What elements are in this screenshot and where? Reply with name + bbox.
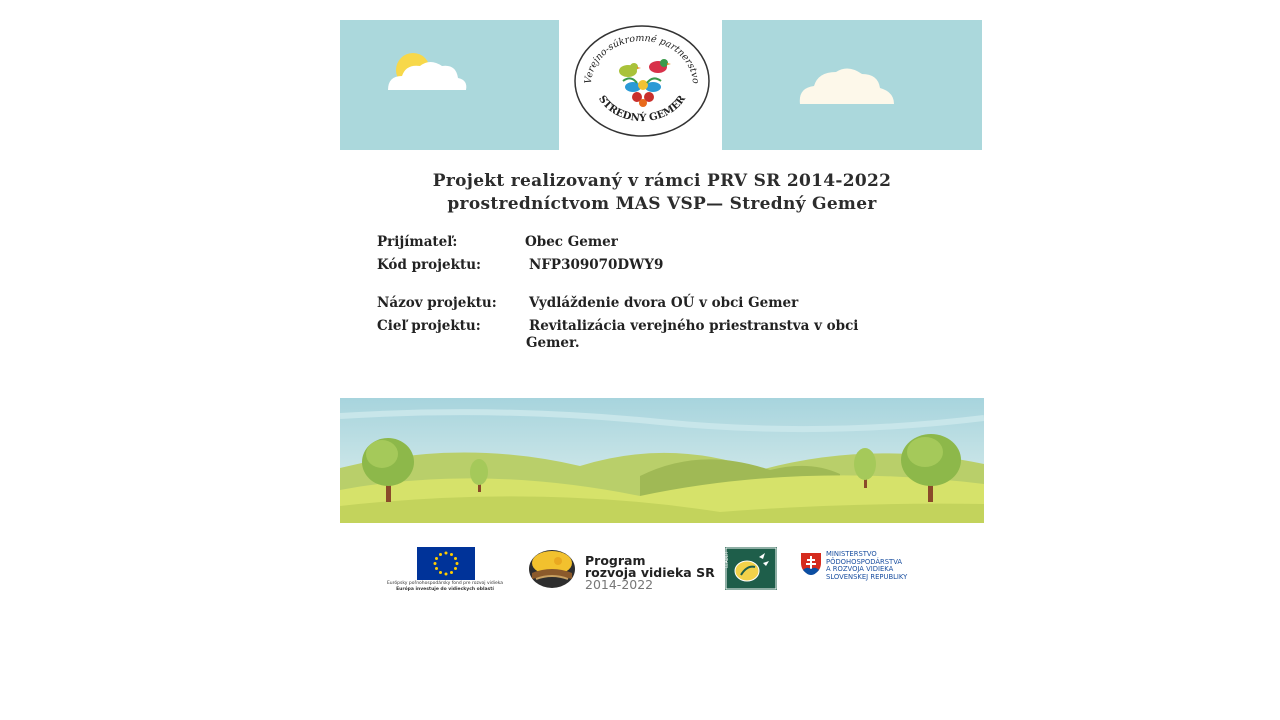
- project-code-label: Kód projektu:: [377, 257, 481, 273]
- ministry-text: [826, 551, 907, 581]
- eu-caption: [370, 581, 520, 593]
- project-goal-value-line-2: Gemer.: [526, 335, 580, 351]
- page-title: [340, 170, 984, 216]
- recipient-value: Obec Gemer: [525, 234, 618, 250]
- title-line-1: Projekt realizovaný v rámci PRV SR 2014-2022: [432, 171, 892, 191]
- prv-line-2: rozvoja vidieka SR: [585, 565, 715, 580]
- prv-years: 2014-2022: [585, 577, 654, 592]
- prv-emblem-icon: [528, 549, 576, 589]
- ministry-line-2: PÔDOHOSPODÁRSTVA: [826, 557, 903, 566]
- ministry-line-4: SLOVENSKEJ REPUBLIKY: [826, 572, 908, 581]
- eu-caption-line-1: Európsky poľnohospodársky fond pre rozvoj vidieka: [386, 581, 504, 586]
- ministry-line-1: MINISTERSTVO: [826, 550, 877, 558]
- prv-line-1: Program: [585, 553, 646, 568]
- leader-logo-icon: [725, 547, 777, 590]
- project-name-value: Vydláždenie dvora OÚ v obci Gemer: [529, 295, 799, 311]
- project-goal-value-line-1: Revitalizácia verejného priestranstva v obci: [529, 318, 859, 334]
- prv-text: [585, 555, 715, 591]
- title-line-2: prostredníctvom MAS VSP— Stredný Gemer: [447, 194, 877, 214]
- sky-panel-left: [340, 20, 559, 150]
- sky-panel-right: [722, 20, 982, 150]
- sun-cloud-illustration: [340, 20, 559, 150]
- ministry-line-3: A ROZVOJA VIDIEKA: [826, 565, 894, 573]
- logo-ring-top: Verejno-súkromné partnerstvo: [582, 32, 702, 85]
- project-name-label: Názov projektu:: [377, 295, 497, 311]
- recipient-label: Prijímateľ:: [377, 234, 458, 250]
- logo-ring-bottom: STREDNÝ GEMER: [596, 93, 688, 125]
- landscape-banner: [340, 398, 984, 523]
- eu-flag-icon: [417, 547, 475, 580]
- slovak-coat-of-arms-icon: [800, 552, 822, 576]
- project-code-value: NFP309070DWY9: [529, 257, 664, 273]
- project-goal-label: Cieľ projektu:: [377, 318, 481, 334]
- mas-logo: [573, 25, 711, 137]
- eu-caption-line-2: Európa investuje do vidieckych oblastí: [396, 587, 494, 592]
- cloud-illustration: [722, 20, 982, 150]
- leader-text: LEADER: [724, 552, 729, 568]
